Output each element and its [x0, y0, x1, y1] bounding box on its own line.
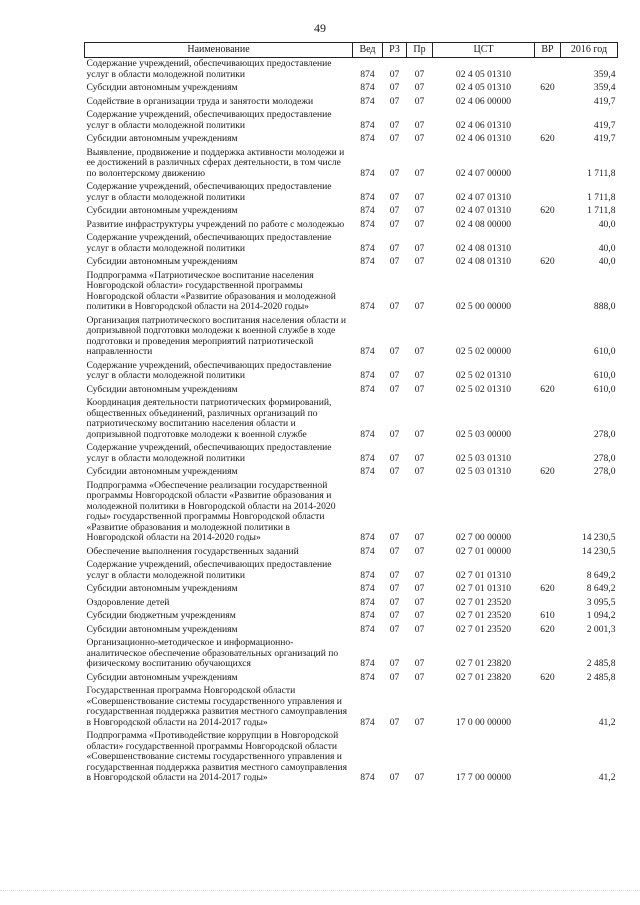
cell-pr: 07 — [414, 596, 425, 608]
cell-name: Обеспечение выполнения государственных заданий — [86, 545, 299, 557]
table-row — [85, 672, 618, 686]
table-row — [85, 583, 618, 597]
cell-cst: 17 7 00 00000 — [455, 772, 512, 783]
cell-ved: 874 — [360, 658, 375, 669]
table-row — [85, 109, 618, 133]
table-row — [85, 256, 618, 270]
cell-rz: 07 — [389, 583, 400, 594]
cell-cst: 02 5 03 01310 — [455, 452, 512, 464]
cell-rz: 07 — [389, 623, 400, 635]
cell-vr — [535, 232, 561, 256]
cell-ved: 874 — [360, 671, 375, 683]
cell-ved: 874 — [360, 82, 375, 93]
cell-rz: 07 — [389, 95, 400, 107]
table-row — [85, 205, 618, 219]
cell-vr — [535, 559, 561, 583]
cell-vr: 620 — [540, 82, 555, 93]
cell-rz: 07 — [389, 218, 400, 230]
cell-pr: 07 — [414, 119, 425, 131]
cell-rz: 07 — [389, 119, 400, 131]
cell-rz: 07 — [389, 545, 400, 557]
cell-cst: 02 7 01 00000 — [455, 545, 512, 557]
cell-amount: 2 485,8 — [586, 658, 616, 669]
table-header — [85, 43, 618, 58]
header-rz: РЗ — [383, 43, 407, 58]
cell-cst: 02 5 02 01310 — [455, 370, 512, 381]
cell-vr — [535, 597, 561, 611]
cell-ved: 874 — [360, 218, 375, 230]
table-row — [85, 181, 618, 205]
cell-cst: 02 7 01 23820 — [455, 658, 512, 669]
cell-amount: 1 711,8 — [587, 191, 616, 203]
cell-amount: 359,4 — [593, 68, 616, 80]
cell-rz: 07 — [389, 532, 400, 543]
table-row — [85, 637, 618, 672]
cell-pr: 07 — [414, 452, 425, 464]
cell-name: Подпрограмма «Патриотическое воспитание населения Новгородской области» государственной программы Новгородской области «Развитие образования и молодежной политики в Новгородской области на 2014-2020 годы» — [86, 269, 336, 312]
page-number: 49 — [314, 21, 326, 35]
cell-amount: 359,4 — [593, 82, 616, 93]
cell-amount: 14 230,5 — [581, 532, 616, 543]
cell-cst: 02 7 01 23520 — [455, 596, 512, 608]
cell-pr: 07 — [414, 242, 425, 254]
cell-amount: 40,0 — [598, 218, 616, 230]
cell-name: Содержание учреждений, обеспечивающих предоставление услуг в области молодежной политики — [86, 559, 332, 581]
cell-cst: 02 4 07 00000 — [455, 167, 512, 179]
cell-cst: 02 7 01 01310 — [455, 583, 512, 594]
cell-pr: 07 — [414, 95, 425, 107]
table-row — [85, 546, 618, 560]
table-row — [85, 559, 618, 583]
cell-name: Содержание учреждений, обеспечивающих предоставление услуг в области молодежной политики — [86, 181, 332, 203]
cell-name: Субсидии бюджетным учреждениям — [86, 610, 236, 621]
cell-amount: 1 711,8 — [587, 205, 616, 216]
cell-ved: 874 — [360, 370, 375, 381]
cell-pr: 07 — [414, 167, 425, 179]
table-row — [85, 597, 618, 611]
cell-amount: 8 649,2 — [586, 583, 616, 594]
table-row — [85, 96, 618, 110]
cell-vr: 620 — [540, 466, 555, 477]
cell-cst: 02 4 05 01310 — [455, 82, 512, 93]
cell-vr — [535, 360, 561, 384]
cell-ved: 874 — [360, 716, 375, 728]
cell-vr — [535, 397, 561, 442]
cell-name: Субсидии автономным учреждениям — [86, 623, 238, 635]
cell-name: Содержание учреждений, обеспечивающих предоставление услуг в области молодежной политики — [86, 109, 332, 131]
cell-name: Субсидии автономным учреждениям — [86, 256, 238, 267]
cell-amount: 2 001,3 — [586, 623, 616, 635]
cell-amount: 1 711,8 — [587, 167, 616, 179]
cell-pr: 07 — [414, 658, 425, 669]
cell-vr — [535, 442, 561, 466]
cell-ved: 874 — [360, 256, 375, 267]
cell-cst: 02 7 01 23520 — [455, 623, 512, 635]
cell-amount: 278,0 — [593, 466, 616, 477]
cell-amount: 8 649,2 — [586, 569, 616, 581]
table-row — [85, 219, 618, 233]
cell-amount: 419,7 — [593, 95, 616, 107]
cell-name: Содействие в организации труда и занятости молодежи — [86, 95, 314, 107]
cell-rz: 07 — [389, 167, 400, 179]
cell-rz: 07 — [389, 428, 400, 440]
cell-vr: 620 — [540, 205, 555, 216]
cell-vr: 610 — [540, 610, 555, 621]
table-row — [85, 133, 618, 147]
cell-name: Выявление, продвижение и поддержка активности молодежи и ее достижений в различных сферах деятельности, в том числе по волонтерскому движению — [86, 146, 345, 179]
cell-pr: 07 — [414, 671, 425, 683]
cell-ved: 874 — [360, 346, 375, 357]
table-row — [85, 624, 618, 638]
cell-pr: 07 — [414, 370, 425, 381]
cell-amount: 610,0 — [593, 346, 616, 357]
cell-vr: 620 — [540, 133, 555, 144]
cell-pr: 07 — [414, 610, 425, 621]
cell-cst: 02 4 07 01310 — [455, 205, 512, 216]
cell-pr: 07 — [414, 205, 425, 216]
table-row — [85, 685, 618, 730]
cell-cst: 02 4 06 01310 — [455, 133, 512, 144]
cell-pr: 07 — [414, 346, 425, 357]
cell-ved: 874 — [360, 532, 375, 543]
cell-name: Подпрограмма «Обеспечение реализации государственной программы Новгородской области «Развитие образования и молодежной политики в Новгородской области на 2014-2020 годы» государственной программы Новгородской области «Развитие образования и молодежной политики в Новгородской области на 2014-2020 годы» — [86, 479, 336, 543]
cell-pr: 07 — [414, 133, 425, 144]
table-row — [85, 270, 618, 315]
cell-amount: 419,7 — [593, 119, 616, 131]
cell-amount: 278,0 — [593, 452, 616, 464]
cell-amount: 610,0 — [593, 383, 616, 395]
cell-rz: 07 — [389, 596, 400, 608]
cell-amount: 2 485,8 — [586, 671, 616, 683]
cell-name: Субсидии автономным учреждениям — [86, 671, 238, 683]
cell-name: Координация деятельности патриотических формирований, общественных объединений, различных организаций по патриотическому воспитанию населения области и допризывной подготовке молодежи к военной службе — [86, 397, 332, 440]
cell-name: Субсидии автономным учреждениям — [86, 205, 238, 216]
cell-cst: 02 7 00 00000 — [455, 532, 512, 543]
cell-rz: 07 — [389, 658, 400, 669]
cell-vr — [535, 315, 561, 360]
cell-rz: 07 — [389, 569, 400, 581]
cell-name: Государственная программа Новгородской области «Совершенствование системы государственного управления и государственная поддержка развития местного самоуправления в Новгородской области на 2014-2017 годы» — [86, 685, 348, 728]
cell-amount: 40,0 — [598, 256, 616, 267]
header-ved: Вед — [353, 43, 383, 58]
cell-vr: 620 — [540, 671, 555, 683]
table-row — [85, 442, 618, 466]
cell-cst: 02 4 06 00000 — [455, 95, 512, 107]
cell-rz: 07 — [389, 772, 400, 783]
header-year: 2016 год — [561, 43, 618, 58]
cell-rz: 07 — [389, 716, 400, 728]
cell-name: Субсидии автономным учреждениям — [86, 383, 238, 395]
table-row — [85, 397, 618, 442]
cell-amount: 41,2 — [598, 716, 616, 728]
table-row — [85, 232, 618, 256]
cell-pr: 07 — [414, 383, 425, 395]
cell-amount: 40,0 — [598, 242, 616, 254]
cell-amount: 888,0 — [593, 301, 616, 312]
cell-vr: 620 — [540, 256, 555, 267]
cell-ved: 874 — [360, 242, 375, 254]
cell-cst: 02 5 00 00000 — [455, 301, 512, 312]
cell-cst: 02 5 03 01310 — [455, 466, 512, 477]
cell-pr: 07 — [414, 623, 425, 635]
cell-vr — [535, 109, 561, 133]
cell-amount: 14 230,5 — [581, 545, 616, 557]
cell-cst: 02 5 03 00000 — [455, 428, 512, 440]
cell-rz: 07 — [389, 191, 400, 203]
cell-rz: 07 — [389, 610, 400, 621]
cell-vr: 620 — [540, 383, 555, 395]
cell-cst: 02 7 01 23820 — [455, 671, 512, 683]
cell-ved: 874 — [360, 119, 375, 131]
cell-name: Содержание учреждений, обеспечивающих предоставление услуг в области молодежной политики — [86, 442, 332, 464]
cell-ved: 874 — [360, 68, 375, 80]
cell-amount: 419,7 — [593, 133, 616, 144]
table-row — [85, 466, 618, 480]
cell-rz: 07 — [389, 242, 400, 254]
cell-rz: 07 — [389, 133, 400, 144]
cell-name: Субсидии автономным учреждениям — [86, 466, 238, 477]
header-cst: ЦСТ — [433, 43, 535, 58]
cell-pr: 07 — [414, 256, 425, 267]
cell-cst: 02 5 02 01310 — [455, 383, 512, 395]
table-row — [85, 730, 618, 786]
cell-pr: 07 — [414, 301, 425, 312]
cell-pr: 07 — [414, 218, 425, 230]
cell-ved: 874 — [360, 167, 375, 179]
header-pr: Пр — [407, 43, 433, 58]
cell-ved: 874 — [360, 623, 375, 635]
table-row — [85, 315, 618, 360]
cell-vr — [535, 637, 561, 672]
cell-ved: 874 — [360, 596, 375, 608]
table-body — [85, 58, 618, 786]
cell-vr — [535, 219, 561, 233]
cell-rz: 07 — [389, 346, 400, 357]
cell-rz: 07 — [389, 205, 400, 216]
cell-pr: 07 — [414, 532, 425, 543]
cell-pr: 07 — [414, 68, 425, 80]
cell-rz: 07 — [389, 370, 400, 381]
cell-ved: 874 — [360, 428, 375, 440]
cell-ved: 874 — [360, 301, 375, 312]
cell-cst: 17 0 00 00000 — [455, 716, 512, 728]
cell-vr — [535, 546, 561, 560]
cell-vr — [535, 480, 561, 546]
cell-pr: 07 — [414, 772, 425, 783]
cell-amount: 41,2 — [598, 772, 616, 783]
cell-ved: 874 — [360, 610, 375, 621]
header-vr: ВР — [535, 43, 561, 58]
cell-cst: 02 4 07 01310 — [455, 191, 512, 203]
cell-rz: 07 — [389, 671, 400, 683]
cell-vr: 620 — [540, 623, 555, 635]
cell-amount: 610,0 — [593, 370, 616, 381]
cell-name: Организация патриотического воспитания населения области и допризывной подготовки молодежи к военной службе в ходе подготовки и проведения мероприятий патриотической направленности — [86, 314, 347, 357]
cell-pr: 07 — [414, 545, 425, 557]
cell-name: Субсидии автономным учреждениям — [86, 82, 238, 93]
cell-name: Организационно-методическое и информационно-аналитическое обеспечение образовательных организаций по физическому воспитанию обучающихся — [86, 637, 339, 669]
cell-rz: 07 — [389, 82, 400, 93]
table-row — [85, 610, 618, 624]
cell-cst: 02 4 06 01310 — [455, 119, 512, 131]
cell-rz: 07 — [389, 256, 400, 267]
cell-pr: 07 — [414, 428, 425, 440]
cell-vr — [535, 96, 561, 110]
table-row — [85, 58, 618, 83]
cell-pr: 07 — [414, 583, 425, 594]
cell-vr — [535, 58, 561, 83]
cell-pr: 07 — [414, 82, 425, 93]
cell-rz: 07 — [389, 452, 400, 464]
budget-table — [84, 42, 618, 786]
cell-ved: 874 — [360, 452, 375, 464]
cell-name: Содержание учреждений, обеспечивающих предоставление услуг в области молодежной политики — [86, 232, 332, 254]
cell-ved: 874 — [360, 95, 375, 107]
table-row — [85, 147, 618, 182]
cell-name: Содержание учреждений, обеспечивающих предоставление услуг в области молодежной политики — [86, 58, 332, 80]
cell-rz: 07 — [389, 466, 400, 477]
cell-amount: 3 095,5 — [586, 596, 616, 608]
cell-ved: 874 — [360, 583, 375, 594]
cell-pr: 07 — [414, 191, 425, 203]
cell-ved: 874 — [360, 466, 375, 477]
cell-ved: 874 — [360, 772, 375, 783]
cell-amount: 1 094,2 — [586, 610, 616, 621]
cell-vr — [535, 685, 561, 730]
cell-cst: 02 5 02 00000 — [455, 346, 512, 357]
table-row — [85, 360, 618, 384]
cell-ved: 874 — [360, 133, 375, 144]
cell-vr — [535, 181, 561, 205]
cell-name: Субсидии автономным учреждениям — [86, 133, 238, 144]
cell-ved: 874 — [360, 383, 375, 395]
cell-ved: 874 — [360, 205, 375, 216]
cell-name: Субсидии автономным учреждениям — [86, 583, 238, 594]
cell-rz: 07 — [389, 68, 400, 80]
cell-cst: 02 4 08 01310 — [455, 242, 512, 254]
cell-vr: 620 — [540, 583, 555, 594]
cell-vr — [535, 730, 561, 786]
cell-cst: 02 4 08 00000 — [455, 218, 512, 230]
table-row — [85, 82, 618, 96]
cell-vr — [535, 270, 561, 315]
cell-amount: 278,0 — [593, 428, 616, 440]
cell-ved: 874 — [360, 191, 375, 203]
cell-cst: 02 4 05 01310 — [455, 68, 512, 80]
table-row — [85, 384, 618, 398]
cell-cst: 02 7 01 01310 — [455, 569, 512, 581]
cell-name: Развитие инфраструктуры учреждений по работе с молодежью — [86, 218, 345, 230]
scan-edge-marks — [0, 890, 640, 895]
cell-name: Подпрограмма «Противодействие коррупции в Новгородской области» государственной программы Новгородской области «Совершенствование системы государственного управления и государственная поддержка развития местного самоуправления в Новгородской области на 2014-2017 годы» — [86, 730, 348, 783]
table-row — [85, 480, 618, 546]
cell-pr: 07 — [414, 716, 425, 728]
cell-pr: 07 — [414, 569, 425, 581]
cell-rz: 07 — [389, 301, 400, 312]
cell-cst: 02 4 08 01310 — [455, 256, 512, 267]
cell-rz: 07 — [389, 383, 400, 395]
cell-name: Содержание учреждений, обеспечивающих предоставление услуг в области молодежной политики — [86, 359, 332, 381]
cell-ved: 874 — [360, 569, 375, 581]
cell-vr — [535, 147, 561, 182]
header-name: Наименование — [85, 43, 353, 58]
cell-name: Оздоровление детей — [86, 596, 170, 608]
header-row — [85, 43, 618, 58]
cell-cst: 02 7 01 23520 — [455, 610, 512, 621]
cell-ved: 874 — [360, 545, 375, 557]
cell-pr: 07 — [414, 466, 425, 477]
